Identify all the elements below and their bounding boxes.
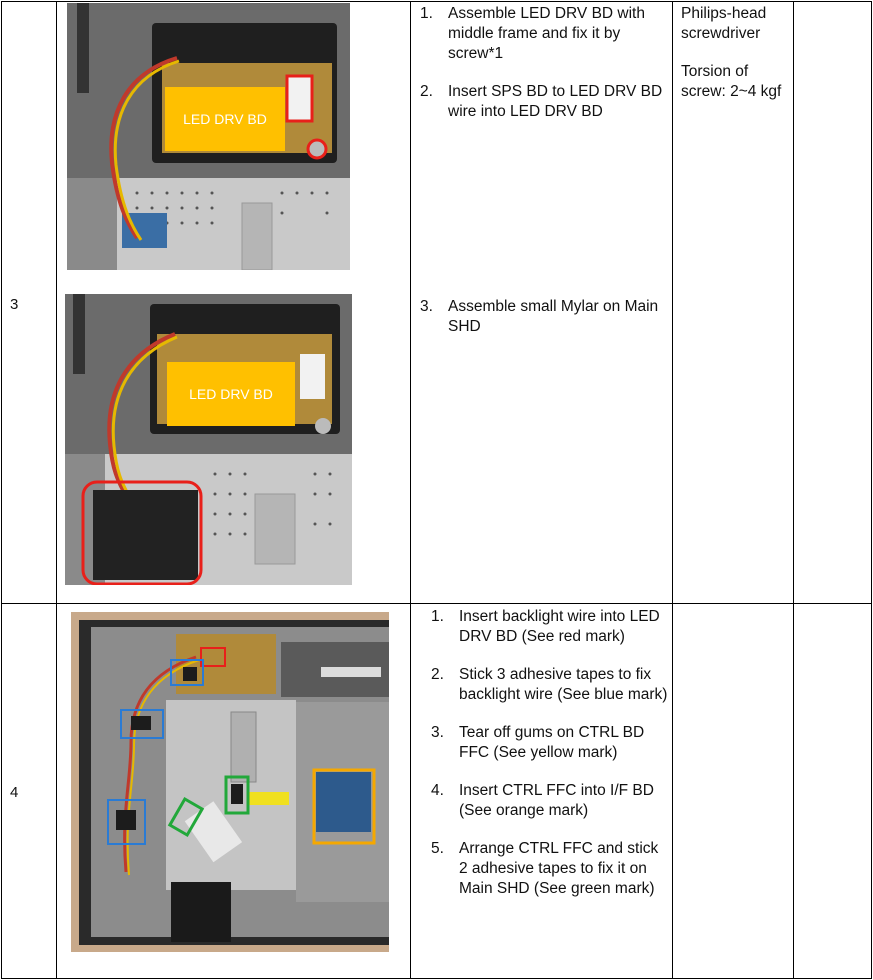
border-right xyxy=(871,1,872,979)
instruction-step xyxy=(423,607,668,647)
instruction-list xyxy=(423,607,668,899)
row-divider xyxy=(1,603,872,604)
step-number: 2. xyxy=(431,666,444,683)
assembly-photo xyxy=(67,3,350,270)
instruction-step xyxy=(412,297,670,337)
step-text: Arrange CTRL FFC and stick 2 adhesive tapes to fix it on Main SHD (See green mark) xyxy=(459,840,659,897)
col-divider-3 xyxy=(672,1,673,979)
col-divider-1 xyxy=(56,1,57,979)
instruction-list xyxy=(412,4,670,122)
step-text: Insert SPS BD to LED DRV BD wire into LED DRV BD xyxy=(448,83,663,120)
step-number: 4. xyxy=(431,782,444,799)
instruction-step xyxy=(423,723,668,763)
instruction-step xyxy=(423,665,668,705)
step-number: 5. xyxy=(431,840,444,857)
col-divider-2 xyxy=(410,1,411,979)
step-text: Insert backlight wire into LED DRV BD (See red mark) xyxy=(459,608,660,645)
instruction-step xyxy=(423,781,668,821)
border-bottom xyxy=(1,978,872,979)
step-text: Stick 3 adhesive tapes to fix backlight wire (See blue mark) xyxy=(459,666,668,703)
instruction-list xyxy=(412,297,670,337)
led-drv-bd-label: LED DRV BD xyxy=(165,87,285,151)
row-number: 4 xyxy=(10,784,19,801)
led-drv-bd-label: LED DRV BD xyxy=(167,362,295,426)
step-number: 2. xyxy=(420,83,433,100)
mylar-photo xyxy=(65,294,352,585)
step-text: Assemble small Mylar on Main SHD xyxy=(448,298,659,335)
assembly-photo xyxy=(71,612,389,952)
step-text: Insert CTRL FFC into I/F BD (See orange mark) xyxy=(459,782,654,819)
step-number: 3. xyxy=(420,298,433,315)
step-number: 1. xyxy=(431,608,444,625)
assembly-photo xyxy=(65,294,352,585)
step-text: Assemble LED DRV BD with middle frame and fix it by screw*1 xyxy=(448,5,645,62)
col-divider-4 xyxy=(793,1,794,979)
row-number: 3 xyxy=(10,296,19,313)
tool-name: Philips-head screwdriver xyxy=(681,5,767,42)
step-number: 3. xyxy=(431,724,444,741)
torsion-spec: Torsion of screw: 2~4 kgf xyxy=(681,63,782,100)
step-number: 1. xyxy=(420,5,433,22)
instruction-step xyxy=(412,4,670,64)
border-top xyxy=(1,1,872,2)
backlight-wire-photo xyxy=(71,612,389,952)
step-text: Tear off gums on CTRL BD FFC (See yellow mark) xyxy=(459,724,645,761)
border-left xyxy=(1,1,2,979)
instruction-step xyxy=(423,839,668,899)
instruction-step xyxy=(412,82,670,122)
